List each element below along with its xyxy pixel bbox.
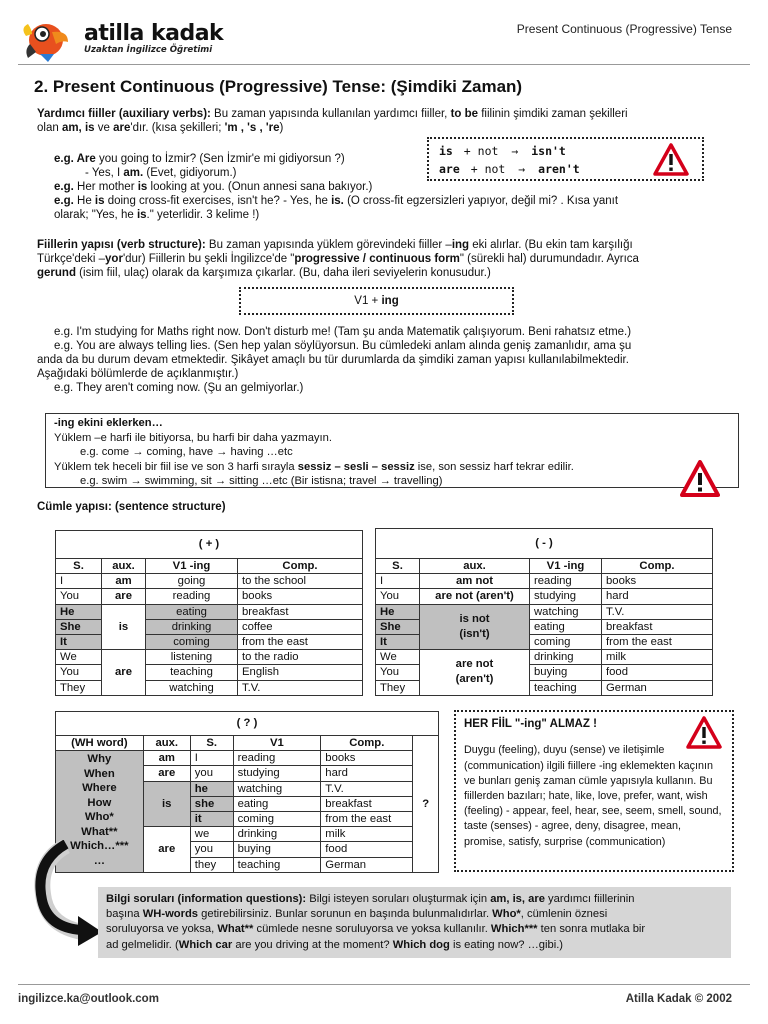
table-header: aux. xyxy=(102,559,146,574)
aux-short-forms: 'm , 's , 're xyxy=(224,122,280,134)
footer-email[interactable]: ingilizce.ka@outlook.com xyxy=(18,993,159,1005)
header-title: Present Continuous (Progressive) Tense xyxy=(516,22,732,36)
table-header: S. xyxy=(190,736,233,751)
arrow-icon: → xyxy=(511,144,519,158)
verb-structure-label: Fiillerin yapısı (verb structure): xyxy=(37,239,206,251)
logo-name: atilla kadak xyxy=(84,21,224,46)
ing-rules-title: -ing ekini eklerken… xyxy=(54,417,163,429)
aux-text: Bu zaman yapısında kullanılan yardımcı fiiller, xyxy=(210,108,451,120)
arrow-icon: → xyxy=(518,162,526,176)
ing-rule-line: Yüklem tek heceli bir fiil ise ve son 3 harfi sırayla sessiz – sesli – sessiz ise, son sessiz harf tekrar edilir. xyxy=(54,460,574,473)
table-title: ( - ) xyxy=(376,529,713,559)
table-title: ( + ) xyxy=(56,531,363,559)
ing-rules-box xyxy=(45,413,739,488)
table-row: They teaching German xyxy=(376,680,713,695)
table-row: We are not (aren't) drinking milk xyxy=(376,650,713,665)
non-ing-verbs-title: HER FİİL "-ing" ALMAZ ! xyxy=(464,718,597,730)
table-row: she eating breakfast xyxy=(56,796,439,811)
neg-arent: aren't xyxy=(538,162,580,176)
table-row: you buying food xyxy=(56,842,439,857)
info-line: soruluyorsa ve yoksa, What** cümlede nesne soruluyorsa ve yoksa kullanılır. Which*** ten sonra mutlaka bir xyxy=(106,923,646,936)
examples-ing xyxy=(37,325,743,395)
ing-rule-example: e.g. swim → swimming, sit → sitting …etc (Bir istisna; travel → travelling) xyxy=(80,475,443,487)
table-header: V1 xyxy=(233,736,321,751)
wh-words-cell: Why When Where How Who* What** Which…*** … xyxy=(56,751,144,873)
table-header: aux. xyxy=(420,559,530,574)
table-row: they teaching German xyxy=(56,857,439,872)
table-row: are you studying hard xyxy=(56,766,439,781)
example-line: e.g. Her mother is looking at you. (Onun annesi sana bakıyor.) xyxy=(54,181,373,193)
neg-isnt: isn't xyxy=(531,144,566,158)
example-line: e.g. They aren't coming now. (Şu an gelmiyorlar.) xyxy=(54,382,304,394)
table-row: I am not reading books xyxy=(376,574,713,589)
neg-is: is xyxy=(439,144,453,158)
ing-rule-line: Yüklem –e harfi ile bitiyorsa, bu harfi bir daha yazmayın. xyxy=(54,431,332,444)
info-line: ad gelmelidir. (Which car are you driving at the moment? Which dog is eating now? …gibi.) xyxy=(106,938,564,951)
question-table xyxy=(55,711,439,873)
example-line: - Yes, I am. (Evet, gidiyorum.) xyxy=(85,167,237,179)
aux-are: are xyxy=(113,122,131,134)
page-title: 2. Present Continuous (Progressive) Tense: (Şimdiki Zaman) xyxy=(34,77,523,96)
table-row: You are reading books xyxy=(56,589,363,604)
aux-tobe: to be xyxy=(450,108,479,120)
aux-forms: am, is xyxy=(61,122,95,134)
table-header: Comp. xyxy=(321,736,413,751)
table-row: You teaching English xyxy=(56,665,363,680)
aux-text: fiilinin şimdiki zaman şekilleri xyxy=(478,108,628,120)
table-row: It coming from the east xyxy=(376,634,713,649)
table-header: V1 -ing xyxy=(146,559,238,574)
example-line: olarak; "Yes, he is." yeterlidir. 3 kelime !) xyxy=(54,209,260,221)
logo-tagline: Uzaktan İngilizce Öğretimi xyxy=(84,45,213,55)
table-row: She drinking coffee xyxy=(56,619,363,634)
neg-plus-not: + not xyxy=(463,144,499,158)
table-row: Why When Where How Who* What** Which…*** … am I reading books xyxy=(56,751,439,766)
aux-text: 'dır. (kısa şekilleri; xyxy=(130,122,225,134)
table-row: You buying food xyxy=(376,665,713,680)
example-line: e.g. Are you going to İzmir? (Sen İzmir'e mi gidiyorsun ?) xyxy=(54,153,345,165)
warning-icon xyxy=(686,716,722,750)
table-row: It coming from the east xyxy=(56,634,363,649)
question-mark: ? xyxy=(413,736,439,873)
formula-ing: ing xyxy=(381,295,399,307)
positive-table xyxy=(55,530,363,696)
example-line: anda da bu durum devam etmektedir. Şikâyet amaçlı bu tür durumlarda da şimdiki zaman yapısı kullanılabilmektedir. xyxy=(37,354,629,366)
table-row: He is eating breakfast xyxy=(56,604,363,619)
sentence-structure-heading: Cümle yapısı: (sentence structure) xyxy=(37,501,226,513)
info-line: başına WH-words getirebilirsiniz. Bunlar sorunun en başında bulunmalıdırlar. Who*, cümlenin öznesi xyxy=(106,908,608,921)
table-row: I am going to the school xyxy=(56,574,363,589)
aux-paragraph xyxy=(37,107,737,135)
non-ing-verbs-body: Duygu (feeling), duyu (sense) ve iletişimle (communication) ilgili fiillere -ing eklemekten kaçının ve bunları geniş zaman cümle yapısıyla kullanın. Bu fiillerden bazıları; hate, like, love, prefer, want, wish (feeling) - appear, feel, hear, see, seem, smell, sound, taste (senses) - agree, deny, disagree, mean, promise, satisfy, surprise (communication) xyxy=(464,744,722,848)
aux-text: ) xyxy=(279,122,284,134)
aux-text: olan xyxy=(37,122,62,134)
aux-label: Yardımcı fiiller (auxiliary verbs): xyxy=(37,108,211,120)
table-header: aux. xyxy=(143,736,190,751)
aux-text: ve xyxy=(94,122,114,134)
table-row: She eating breakfast xyxy=(376,619,713,634)
logo xyxy=(18,14,82,64)
table-row: it coming from the east xyxy=(56,811,439,826)
neg-plus-not: + not xyxy=(470,162,506,176)
examples-aux xyxy=(54,152,744,222)
example-line: e.g. You are always telling lies. (Sen hep yalan söylüyorsun. Bu cümledeki anlam alında geniş zamanlıdır, ama şu xyxy=(54,340,632,352)
formula-box xyxy=(239,287,514,315)
info-questions-box xyxy=(98,887,731,958)
footer-copyright: Atilla Kadak © 2002 xyxy=(625,993,732,1005)
formula-v1: V1 + xyxy=(354,295,382,307)
table-header: S. xyxy=(376,559,420,574)
footer-divider xyxy=(18,984,750,985)
table-header: S. xyxy=(56,559,102,574)
example-line: e.g. I'm studying for Maths right now. Don't disturb me! (Tam şu anda Matematik çalışıyorum. Beni rahatsız etme.) xyxy=(54,326,632,338)
warning-icon xyxy=(680,460,720,498)
negative-table xyxy=(375,528,713,696)
table-title: ( ? ) xyxy=(56,712,439,736)
header-divider xyxy=(18,64,750,65)
table-header: V1 -ing xyxy=(530,559,602,574)
table-header: Comp. xyxy=(602,559,713,574)
parrot-logo-icon xyxy=(18,14,82,64)
table-row: He is not (isn't) watching T.V. xyxy=(376,604,713,619)
table-row: They watching T.V. xyxy=(56,680,363,695)
table-header: Comp. xyxy=(238,559,363,574)
table-row: is he watching T.V. xyxy=(56,781,439,796)
table-row: You are not (aren't) studying hard xyxy=(376,589,713,604)
verb-structure-paragraph: Fiillerin yapısı (verb structure): Bu zaman yapısında yüklem görevindeki fiiller –ing eki alırlar. (Bu ekin tam karşılığı Türkçe'deki –yor'dur) Fiillerin bu şekli İngilizce'de "progressive / continuous form" (sürekli hal) durumundadır. Ayrıca gerund (isim fiil, ulaç) olarak da karşımıza çıkarlar. (Bu, daha ileri seviyelerin konusudur.) xyxy=(37,239,639,279)
ing-rule-example: e.g. come → coming, have → having …etc xyxy=(80,446,293,458)
neg-are: are xyxy=(439,162,460,176)
info-line: Bilgi soruları (information questions): Bilgi isteyen soruları oluşturmak için am, is, are yardımcı fiillerinin xyxy=(106,893,635,905)
example-line: Aşağıdaki bölümlerde de açıklanmıştır.) xyxy=(37,368,239,380)
table-row: are we drinking milk xyxy=(56,827,439,842)
table-row: We are listening to the radio xyxy=(56,650,363,665)
table-header: (WH word) xyxy=(56,736,144,751)
example-line: e.g. He is doing cross-fit exercises, isn't he? - Yes, he is. (O cross-fit egzersizleri yapıyor, değil mi? . Kısa yanıt xyxy=(54,195,619,207)
